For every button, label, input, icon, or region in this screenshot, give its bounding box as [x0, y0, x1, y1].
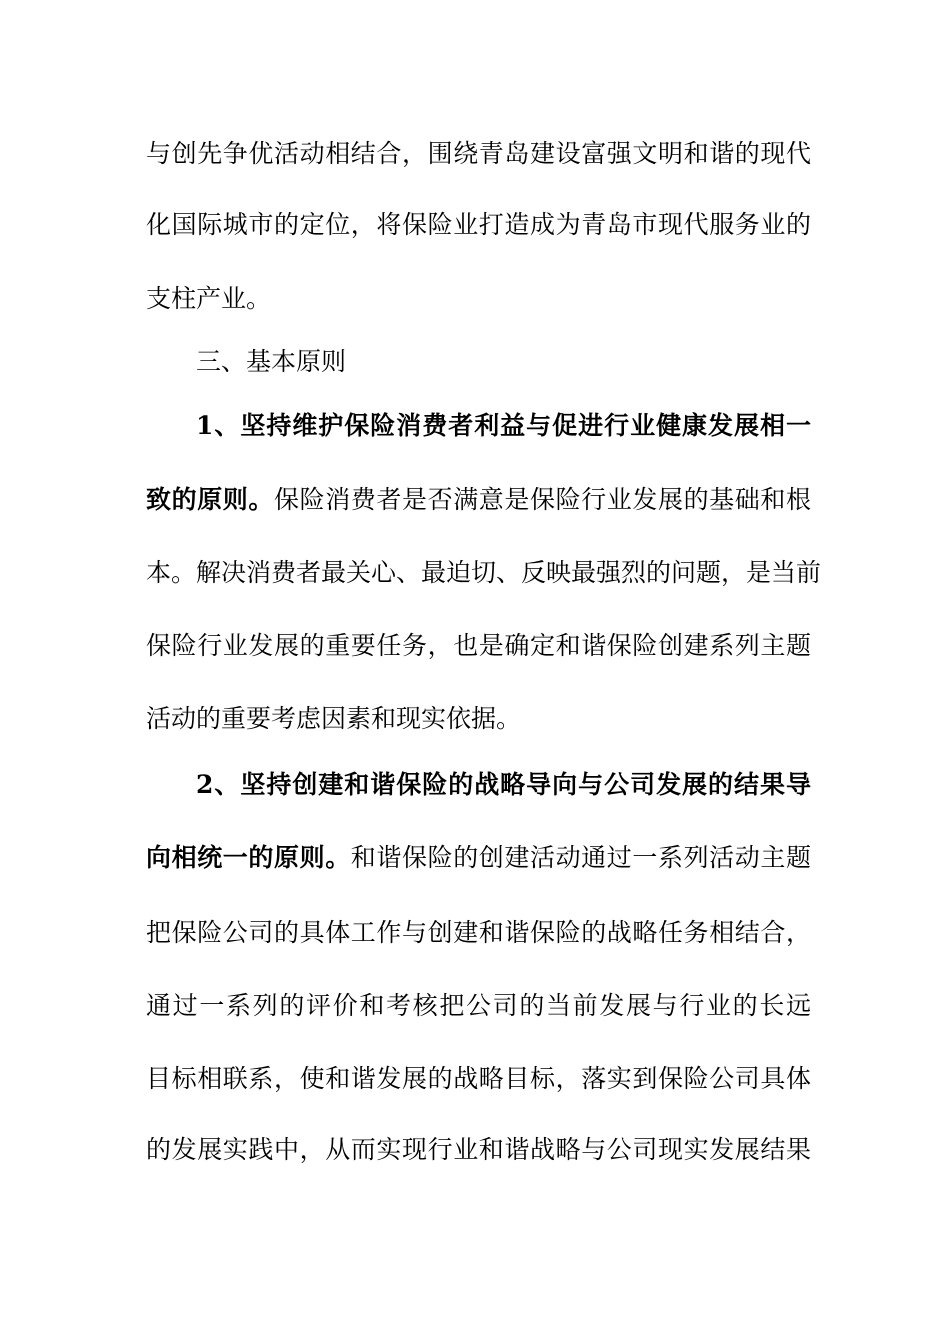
body-line: 本。解决消费者最关心、最迫切、反映最强烈的问题，是当前	[146, 558, 822, 587]
principle-1-heading: 1、坚持维护保险消费者利益与促进行业健康发展相一	[196, 411, 811, 440]
body-line: 活动的重要考虑因素和现实依据。	[146, 704, 522, 733]
principle-2-line	[146, 838, 811, 878]
body-line: 保险行业发展的重要任务，也是确定和谐保险创建系列主题	[146, 631, 811, 660]
body-line: 支柱产业。	[146, 284, 272, 313]
principle-1-line	[146, 480, 811, 520]
principle-2-heading: 2、坚持创建和谐保险的战略导向与公司发展的结果导	[196, 770, 811, 799]
principle-1-heading-end: 致的原则。	[146, 485, 274, 514]
principle-1-text: 保险消费者是否满意是保险行业发展的基础和根	[274, 485, 811, 514]
body-line: 目标相联系，使和谐发展的战略目标，落实到保险公司具体	[146, 1064, 811, 1093]
body-line: 化国际城市的定位，将保险业打造成为青岛市现代服务业的	[146, 210, 811, 239]
principle-2-text: 和谐保险的创建活动通过一系列活动主题	[350, 843, 811, 872]
body-line: 与创先争优活动相结合，围绕青岛建设富强文明和谐的现代	[146, 139, 811, 168]
principle-2-heading-end: 向相统一的原则。	[146, 843, 351, 872]
body-line: 的发展实践中，从而实现行业和谐战略与公司现实发展结果	[146, 1135, 811, 1164]
body-line: 通过一系列的评价和考核把公司的当前发展与行业的长远	[146, 991, 811, 1020]
body-line: 把保险公司的具体工作与创建和谐保险的战略任务相结合，	[146, 918, 811, 947]
section-heading: 三、基本原则	[196, 347, 347, 376]
